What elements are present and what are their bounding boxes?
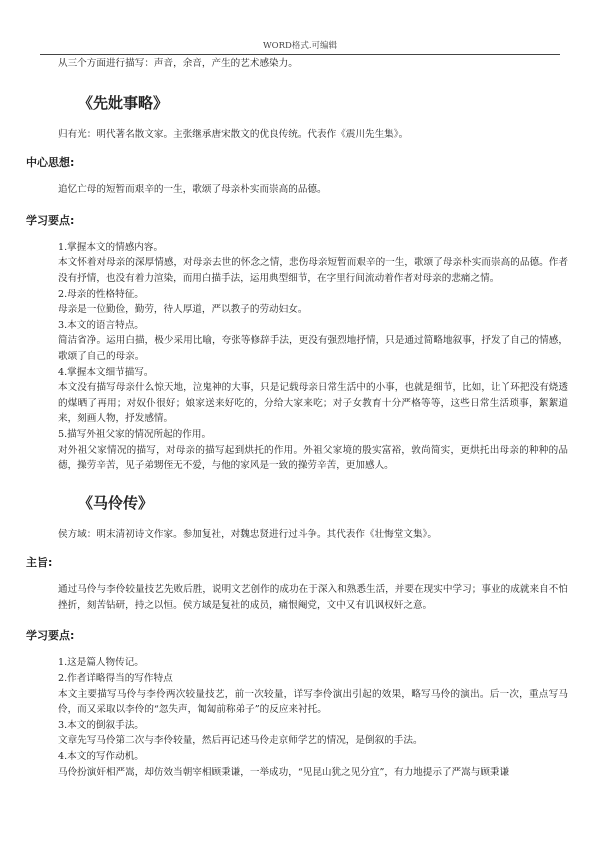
section2-points-heading: 学习要点:: [26, 629, 75, 643]
page-header: WORD格式.可编辑: [40, 40, 560, 55]
list-item: 简洁省净。运用白描，极少采用比喻，夸张等修辞手法，更没有强烈地抒情，只是通过简略地叙事，抒发了自己的情感，歌颂了自己的母亲。: [58, 335, 568, 362]
section1-author: 归有光：明代著名散文家。主张继承唐宋散文的优良传统。代表作《震川先生集》。: [58, 128, 409, 140]
section1-theme-heading: 中心思想:: [26, 156, 75, 170]
list-item: 2.母亲的性格特征。: [58, 288, 144, 300]
document-body: [26, 56, 568, 780]
list-item: 母亲是一位勤俭，勤劳，待人厚道，严以教子的劳动妇女。: [58, 304, 308, 316]
section2-title: 《马伶传》: [78, 493, 154, 512]
list-item: 3.本文的倒叙手法。: [58, 719, 144, 731]
section1-points: [58, 240, 568, 474]
list-item: 对外祖父家情况的描写，对母亲的描写起到烘托的作用。外祖父家境的殷实富裕，敦尚简实，更烘托出母亲的种种的品德，操劳辛苦，见子弟甥侄无不爱，与他的家风是一致的操劳辛苦，更加感人。: [58, 444, 568, 472]
list-item: 文章先写马伶第二次与李伶较量，然后再记述马伶走京师学艺的情况，是倒叙的手法。: [58, 735, 423, 747]
section2-author: 侯方域：明末清初诗文作家。参加复社，对魏忠贤进行过斗争。其代表作《壮悔堂文集》。: [58, 528, 437, 540]
section2-theme-text: 通过马伶与李伶较量技艺先败后胜，说明文艺创作的成功在于深入和熟悉生活，并要在现实中学习；事业的成就来自不怕挫折，刻苦钻研，持之以恒。侯方域是复社的成员，痛恨阉党，文中又有讥讽权奸之意。: [58, 584, 568, 611]
section2-theme-heading: 主旨:: [26, 556, 53, 570]
section1-theme-text: 追忆亡母的短暂而艰辛的一生，歌颂了母亲朴实而崇高的品德。: [58, 184, 327, 196]
list-item: 本文怀着对母亲的深厚情感，对母亲去世的怀念之情，悲伤母亲短暂而艰辛的一生，歌颂了母亲朴实而崇高的品德。作者没有抒情，也没有着力渲染，而用白描手法，运用典型细节，在字里行间流动着作者对母亲的悲痛之情。: [58, 257, 568, 284]
list-item: 4.本文的写作动机。: [58, 751, 144, 763]
list-item: 2.作者详略得当的写作特点: [58, 673, 173, 685]
list-item: 5.描写外祖父家的情况所起的作用。: [58, 428, 212, 440]
intro-line: 从三个方面进行描写：声音，余音，产生的艺术感染力。: [58, 58, 298, 69]
list-item: 3.本文的语言特点。: [58, 319, 144, 331]
list-item: 1.这是篇人物传记。: [58, 657, 144, 669]
section2-points: [58, 655, 568, 780]
list-item: 马伶扮演奸相严嵩，却仿效当朝宰相顾秉谦，一举成功，“见昆山犹之见分宜”，有力地提示了严嵩与顾秉谦: [58, 766, 510, 778]
list-item: 本文主要描写马伶与李伶两次较量技艺，前一次较量，详写李伶演出引起的效果，略写马伶的演出。后一次，重点写马伶，而又采取以李伶的“忽失声，匍匐前称弟子”的反应来衬托。: [58, 688, 568, 716]
section1-title: 《先妣事略》: [78, 93, 169, 112]
section1-points-heading: 学习要点:: [26, 213, 75, 227]
list-item: 1.掌握本文的情感内容。: [58, 241, 164, 253]
list-item: 4.掌握本文细节描写。: [58, 366, 154, 378]
list-item: 本文没有描写母亲什么惊天地，泣鬼神的大事，只是记载母亲日常生活中的小事，也就是细节，比如，让丫环把没有烧透的煤晒了再用；对奴仆很好；娘家送来好吃的，分给大家来吃；对子女教育十分严格等等，这些日常生活琐事，絮絮道来，刻画人物，抒发感情。: [58, 382, 568, 425]
